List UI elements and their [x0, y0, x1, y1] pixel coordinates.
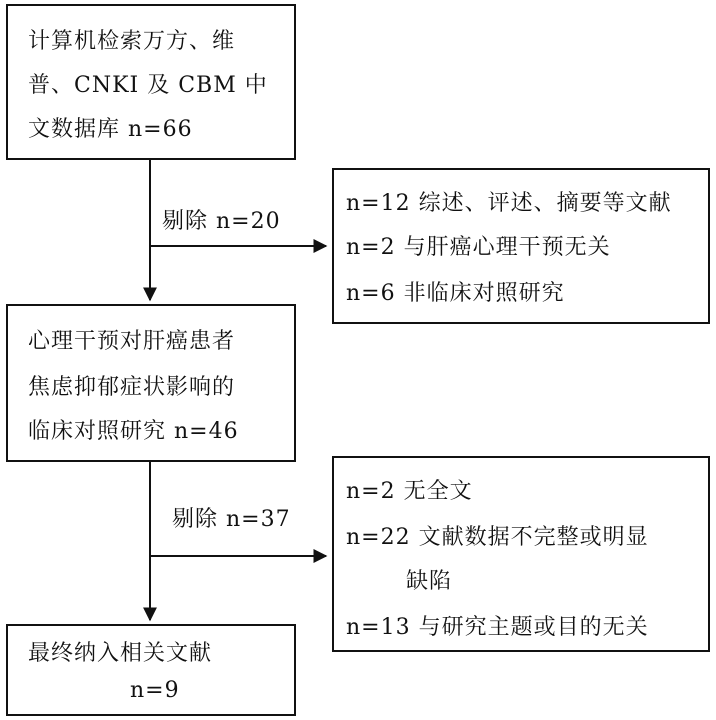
controlled-studies-box [6, 304, 296, 462]
side2-line-4: n=13 与研究主题或目的无关 [346, 615, 649, 640]
side1-line-2: n=2 与肝癌心理干预无关 [346, 235, 611, 260]
final-included-box [6, 624, 296, 716]
search-sources-box [6, 4, 296, 160]
side2-line-3: 缺陷 [406, 569, 453, 594]
exclusion-label-1: 剔除 n=20 [162, 209, 281, 234]
box2-line-2: 焦虑抑郁症状影响的 [28, 375, 236, 400]
exclusion-reasons-box-2 [332, 456, 710, 652]
side1-line-1: n=12 综述、评述、摘要等文献 [346, 191, 672, 216]
exclusion-reasons-box-1 [332, 168, 710, 324]
box1-line-3: 文数据库 n=66 [28, 117, 193, 142]
side2-line-1: n=2 无全文 [346, 479, 473, 504]
exclusion-label-2: 剔除 n=37 [172, 507, 291, 532]
box1-line-2: 普、CNKI 及 CBM 中 [28, 73, 268, 98]
box1-line-1: 计算机检索万方、维 [28, 29, 236, 54]
box3-line-2: n=9 [130, 678, 180, 703]
side1-line-3: n=6 非临床对照研究 [346, 281, 565, 306]
box3-line-1: 最终纳入相关文献 [28, 641, 213, 666]
side2-line-2: n=22 文献数据不完整或明显 [346, 525, 649, 550]
box2-line-3: 临床对照研究 n=46 [28, 419, 239, 444]
box2-line-1: 心理干预对肝癌患者 [28, 329, 236, 354]
